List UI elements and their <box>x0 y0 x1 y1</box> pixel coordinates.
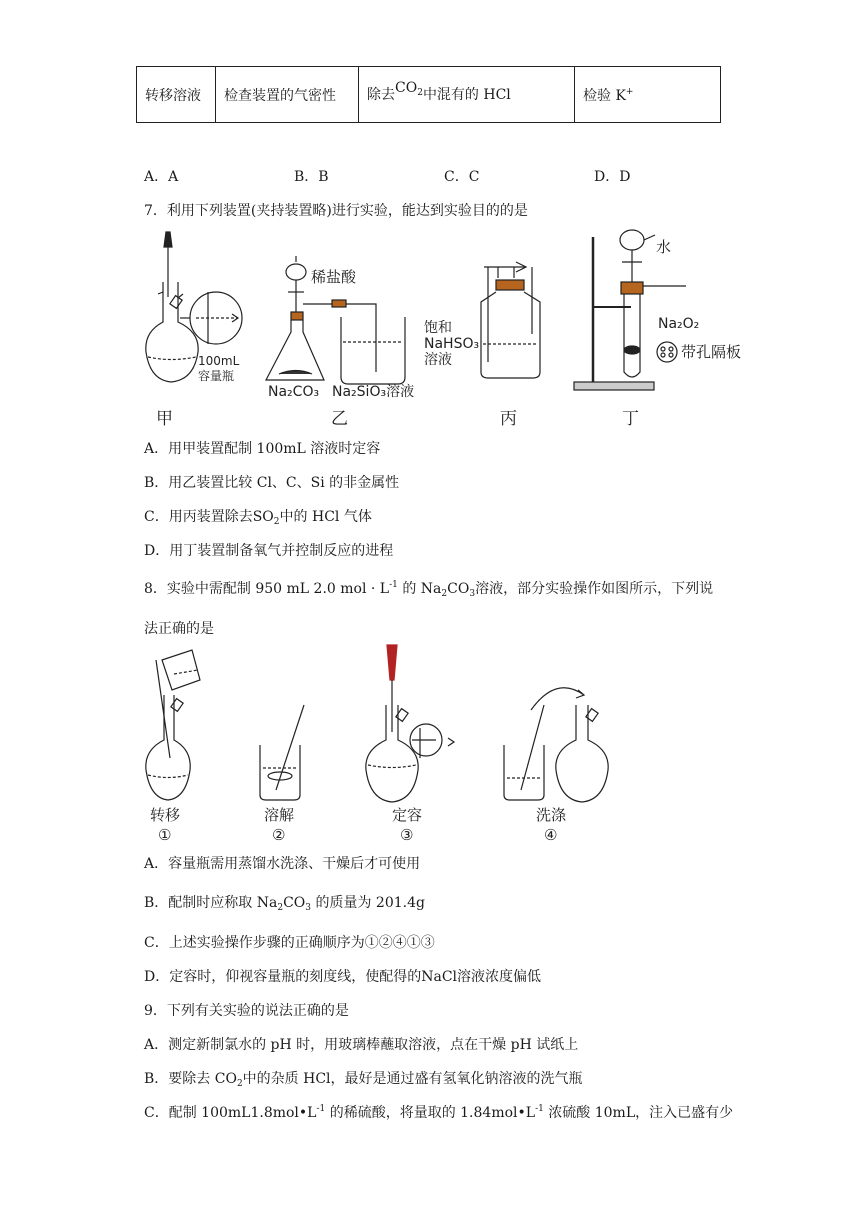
q7-apparatus-figure <box>136 222 756 432</box>
q9-stem: 9．下列有关实验的说法正确的是 <box>144 1003 349 1019</box>
step2-label: 溶解 <box>264 806 295 824</box>
q7-option-c: C．用丙装置除去$SO_2$中的 HCl 气体 <box>144 509 372 527</box>
label-yi: 乙 <box>331 409 348 429</box>
q7-option-b: B．用乙装置比较 Cl、C、Si 的非金属性 <box>144 475 400 491</box>
answer-c: C．C <box>444 169 480 185</box>
options-table <box>136 66 721 123</box>
water-label: 水 <box>656 238 672 256</box>
step1-number: ① <box>158 826 172 844</box>
q8-option-b: B．配制时应称取 $Na_2CO_3$ 的质量为 201.4g <box>144 895 425 913</box>
table-cell-4: 检验 K+ <box>575 67 721 123</box>
step4-number: ④ <box>544 826 558 844</box>
answer-d: D．D <box>594 169 631 185</box>
flask-name-label: 容量瓶 <box>198 369 235 383</box>
solution-label: 溶液 <box>424 352 452 368</box>
q9-option-c: C．配制 $100mL1.8mol•L^{-1}$ 的稀硫酸，将量取的 $1.84mol•L^{-1}$ 浓硫酸 10mL，注入已盛有少 <box>144 1104 734 1121</box>
q8-option-c: C．上述实验操作步骤的正确顺序为①②④①③ <box>144 935 435 951</box>
table-cell-3: 除去$CO_2$中混有的 HCl <box>359 67 575 123</box>
answer-a: A．A <box>144 169 179 185</box>
step1-label: 转移 <box>150 806 181 824</box>
label-jia: 甲 <box>156 409 173 429</box>
q7-option-d: D．用丁装置制备氧气并控制反应的进程 <box>144 543 394 559</box>
na2o2-label: Na₂O₂ <box>658 316 700 332</box>
perforated-plate-label: 带孔隔板 <box>681 343 742 361</box>
step2-number: ② <box>272 826 286 844</box>
q8-option-a: A．容量瓶需用蒸馏水洗涤、干燥后才可使用 <box>144 856 421 872</box>
q9-option-a: A．测定新制氯水的 pH 时，用玻璃棒蘸取溶液，点在干燥 pH 试纸上 <box>144 1037 579 1053</box>
q9-option-b: B．要除去 $CO_2$中的杂质 HCl，最好是通过盛有氢氧化钠溶液的洗气瓶 <box>144 1071 583 1089</box>
saturated-label: 饱和 <box>424 320 452 336</box>
na2co3-label: Na₂CO₃ <box>268 384 320 400</box>
hcl-label: 稀盐酸 <box>311 268 357 286</box>
q8-option-d: D．定容时，仰视容量瓶的刻度线，使配得的NaCl溶液浓度偏低 <box>144 969 542 985</box>
answer-b: B．B <box>294 169 329 185</box>
dropper-bulb <box>164 232 172 247</box>
label-ding: 丁 <box>622 409 639 429</box>
q8-stem-line1: 8．实验中需配制 950 mL 2.0 mol · $L^{-1}$ 的 $Na_2CO_3$溶液，部分实验操作如图所示，下列说 <box>144 580 714 599</box>
q8-stem-line2: 法正确的是 <box>144 621 214 637</box>
q7-stem: 7．利用下列装置(夹持装置略)进行实验，能达到实验目的的是 <box>144 203 528 219</box>
step3-number: ③ <box>400 826 414 844</box>
na2sio3-label: Na₂SiO₃溶液 <box>332 384 415 400</box>
q7-option-a: A．用甲装置配制 100mL 溶液时定容 <box>144 441 381 457</box>
nahso3-label: NaHSO₃ <box>424 336 480 352</box>
label-bing: 丙 <box>500 409 517 429</box>
table-cell-1: 转移溶液 <box>137 67 216 123</box>
table-cell-2: 检查装置的气密性 <box>216 67 359 123</box>
q8-procedure-figure <box>136 640 636 850</box>
flask-volume-label: 100mL <box>198 354 240 368</box>
step4-label: 洗涤 <box>536 806 567 824</box>
step3-label: 定容 <box>392 806 423 824</box>
